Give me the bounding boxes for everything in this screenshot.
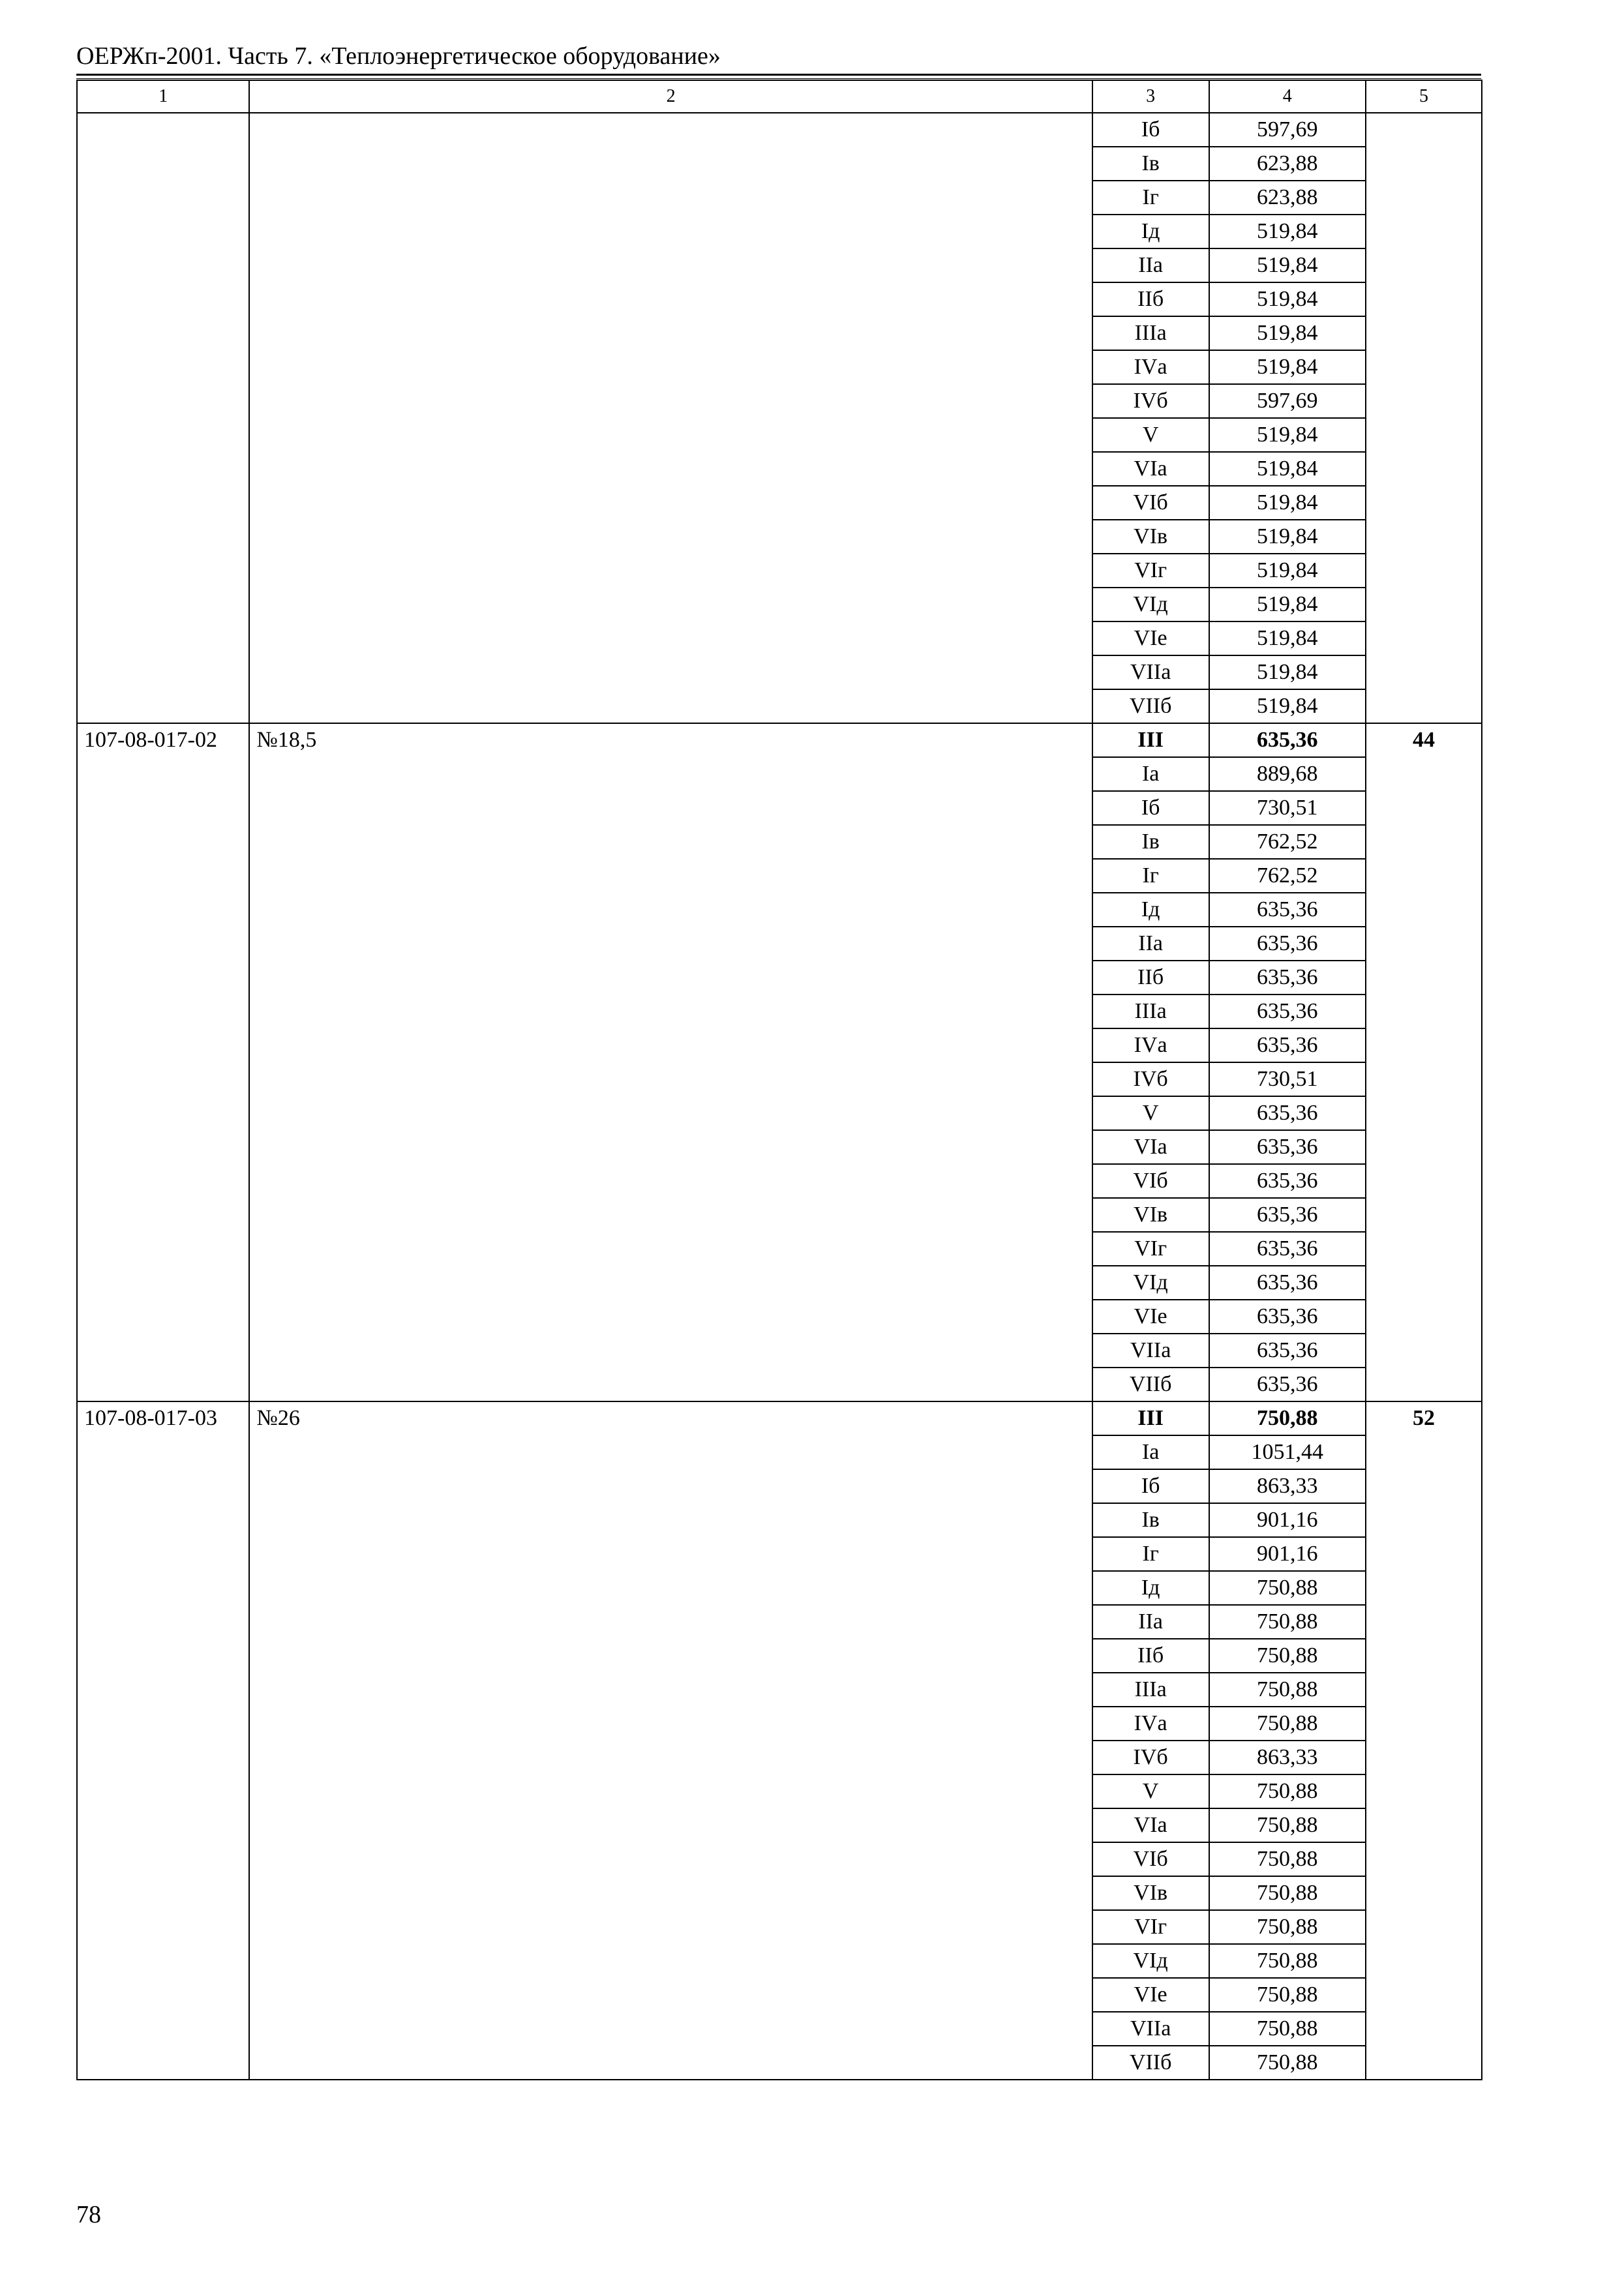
region-class: VIа — [1092, 1808, 1209, 1842]
rate-value: 519,84 — [1209, 689, 1366, 723]
region-class: III — [1092, 1401, 1209, 1435]
rate-value: 635,36 — [1209, 723, 1366, 757]
labor-total: 52 — [1366, 1401, 1482, 2080]
region-class: Iг — [1092, 181, 1209, 215]
rate-value: 519,84 — [1209, 554, 1366, 588]
rate-value: 635,36 — [1209, 1300, 1366, 1334]
region-class: IVа — [1092, 1028, 1209, 1062]
rate-value: 623,88 — [1209, 147, 1366, 181]
region-class: IIб — [1092, 282, 1209, 316]
rate-value: 750,88 — [1209, 1774, 1366, 1808]
region-class: VIа — [1092, 1130, 1209, 1164]
region-class: Iб — [1092, 791, 1209, 825]
region-class: VIе — [1092, 621, 1209, 655]
column-number-3: 3 — [1092, 80, 1209, 113]
rate-value: 519,84 — [1209, 520, 1366, 554]
rate-value: 635,36 — [1209, 995, 1366, 1028]
region-class: VIв — [1092, 1876, 1209, 1910]
region-class: IIб — [1092, 1639, 1209, 1673]
region-class: VIд — [1092, 588, 1209, 621]
region-class: IIIа — [1092, 995, 1209, 1028]
region-class: V — [1092, 418, 1209, 452]
rate-value: 750,88 — [1209, 1571, 1366, 1605]
rate-value: 519,84 — [1209, 486, 1366, 520]
equipment-name — [249, 113, 1092, 723]
header-rule — [76, 74, 1481, 76]
region-class: VIв — [1092, 520, 1209, 554]
region-class: Iд — [1092, 1571, 1209, 1605]
rate-value: 635,36 — [1209, 927, 1366, 961]
region-class: Iа — [1092, 1435, 1209, 1469]
rate-value: 519,84 — [1209, 248, 1366, 282]
rate-value: 750,88 — [1209, 1944, 1366, 1978]
rate-value: 889,68 — [1209, 757, 1366, 791]
rate-value: 635,36 — [1209, 1232, 1366, 1266]
region-class: VIе — [1092, 1978, 1209, 2012]
region-class: VIг — [1092, 554, 1209, 588]
rate-value: 597,69 — [1209, 384, 1366, 418]
rate-value: 863,33 — [1209, 1741, 1366, 1774]
region-class: IIа — [1092, 248, 1209, 282]
region-class: VIIб — [1092, 1368, 1209, 1401]
region-class: VIв — [1092, 1198, 1209, 1232]
rate-value: 901,16 — [1209, 1537, 1366, 1571]
region-class: Iг — [1092, 859, 1209, 893]
rate-value: 519,84 — [1209, 655, 1366, 689]
region-class: III — [1092, 723, 1209, 757]
rate-value: 762,52 — [1209, 859, 1366, 893]
labor-total: 44 — [1366, 723, 1482, 1401]
rate-value: 635,36 — [1209, 1198, 1366, 1232]
table-row — [77, 1401, 1482, 1435]
region-class: IVб — [1092, 384, 1209, 418]
rate-value: 750,88 — [1209, 2012, 1366, 2046]
region-class: VIIа — [1092, 2012, 1209, 2046]
rate-value: 750,88 — [1209, 1808, 1366, 1842]
region-class: V — [1092, 1774, 1209, 1808]
rate-value: 750,88 — [1209, 1910, 1366, 1944]
equipment-name: №18,5 — [249, 723, 1092, 1401]
column-number-5: 5 — [1366, 80, 1482, 113]
region-class: VIд — [1092, 1266, 1209, 1300]
region-class: V — [1092, 1096, 1209, 1130]
region-class: VIг — [1092, 1232, 1209, 1266]
rate-value: 635,36 — [1209, 893, 1366, 927]
rate-value: 730,51 — [1209, 791, 1366, 825]
rate-value: 750,88 — [1209, 1639, 1366, 1673]
page-header-title: ОЕРЖп-2001. Часть 7. «Теплоэнергетическое оборудование» — [76, 42, 721, 70]
region-class: Iг — [1092, 1537, 1209, 1571]
rate-value: 519,84 — [1209, 282, 1366, 316]
rate-value: 519,84 — [1209, 452, 1366, 486]
region-class: IVб — [1092, 1062, 1209, 1096]
rate-value: 750,88 — [1209, 1842, 1366, 1876]
rate-value: 762,52 — [1209, 825, 1366, 859]
region-class: VIб — [1092, 1842, 1209, 1876]
rate-value: 635,36 — [1209, 1368, 1366, 1401]
region-class: VIа — [1092, 452, 1209, 486]
labor-total — [1366, 113, 1482, 723]
region-class: Iв — [1092, 147, 1209, 181]
region-class: IVб — [1092, 1741, 1209, 1774]
table-row — [77, 113, 1482, 147]
rates-table — [76, 80, 1482, 2080]
rate-value: 519,84 — [1209, 588, 1366, 621]
rate-value: 635,36 — [1209, 1028, 1366, 1062]
page-number: 78 — [76, 2201, 101, 2228]
rate-value: 519,84 — [1209, 316, 1366, 350]
region-class: IIа — [1092, 927, 1209, 961]
region-class: IIа — [1092, 1605, 1209, 1639]
region-class: Iд — [1092, 893, 1209, 927]
region-class: Iб — [1092, 113, 1209, 147]
rate-value: 635,36 — [1209, 1266, 1366, 1300]
region-class: VIб — [1092, 486, 1209, 520]
column-number-2: 2 — [249, 80, 1092, 113]
rate-value: 597,69 — [1209, 113, 1366, 147]
rate-value: 750,88 — [1209, 1401, 1366, 1435]
table-row — [77, 723, 1482, 757]
region-class: Iб — [1092, 1469, 1209, 1503]
region-class: Iв — [1092, 1503, 1209, 1537]
rate-code — [77, 113, 249, 723]
region-class: IVа — [1092, 350, 1209, 384]
rate-value: 750,88 — [1209, 1605, 1366, 1639]
region-class: IIIа — [1092, 316, 1209, 350]
rate-value: 901,16 — [1209, 1503, 1366, 1537]
rate-value: 519,84 — [1209, 215, 1366, 248]
region-class: VIIб — [1092, 2046, 1209, 2080]
rate-value: 635,36 — [1209, 1096, 1366, 1130]
rate-value: 635,36 — [1209, 961, 1366, 995]
region-class: VIб — [1092, 1164, 1209, 1198]
region-class: VIIа — [1092, 1334, 1209, 1368]
header-rule-thin — [76, 78, 1481, 79]
rate-value: 519,84 — [1209, 350, 1366, 384]
rate-value: 623,88 — [1209, 181, 1366, 215]
rate-value: 519,84 — [1209, 418, 1366, 452]
rate-value: 1051,44 — [1209, 1435, 1366, 1469]
rate-value: 750,88 — [1209, 1707, 1366, 1741]
rate-code: 107-08-017-03 — [77, 1401, 249, 2080]
region-class: VIе — [1092, 1300, 1209, 1334]
rate-value: 635,36 — [1209, 1130, 1366, 1164]
region-class: Iд — [1092, 215, 1209, 248]
rate-value: 750,88 — [1209, 2046, 1366, 2080]
rate-value: 750,88 — [1209, 1876, 1366, 1910]
region-class: VIIа — [1092, 655, 1209, 689]
equipment-name: №26 — [249, 1401, 1092, 2080]
rate-value: 730,51 — [1209, 1062, 1366, 1096]
rate-code: 107-08-017-02 — [77, 723, 249, 1401]
region-class: IIб — [1092, 961, 1209, 995]
column-number-4: 4 — [1209, 80, 1366, 113]
region-class: IIIа — [1092, 1673, 1209, 1707]
region-class: Iа — [1092, 757, 1209, 791]
region-class: VIд — [1092, 1944, 1209, 1978]
region-class: Iв — [1092, 825, 1209, 859]
rate-value: 750,88 — [1209, 1673, 1366, 1707]
region-class: IVа — [1092, 1707, 1209, 1741]
region-class: VIIб — [1092, 689, 1209, 723]
rate-value: 863,33 — [1209, 1469, 1366, 1503]
column-number-row — [77, 80, 1482, 113]
rate-value: 635,36 — [1209, 1334, 1366, 1368]
region-class: VIг — [1092, 1910, 1209, 1944]
table-body — [77, 113, 1482, 2080]
column-number-1: 1 — [77, 80, 249, 113]
rate-value: 519,84 — [1209, 621, 1366, 655]
rate-value: 635,36 — [1209, 1164, 1366, 1198]
rate-value: 750,88 — [1209, 1978, 1366, 2012]
